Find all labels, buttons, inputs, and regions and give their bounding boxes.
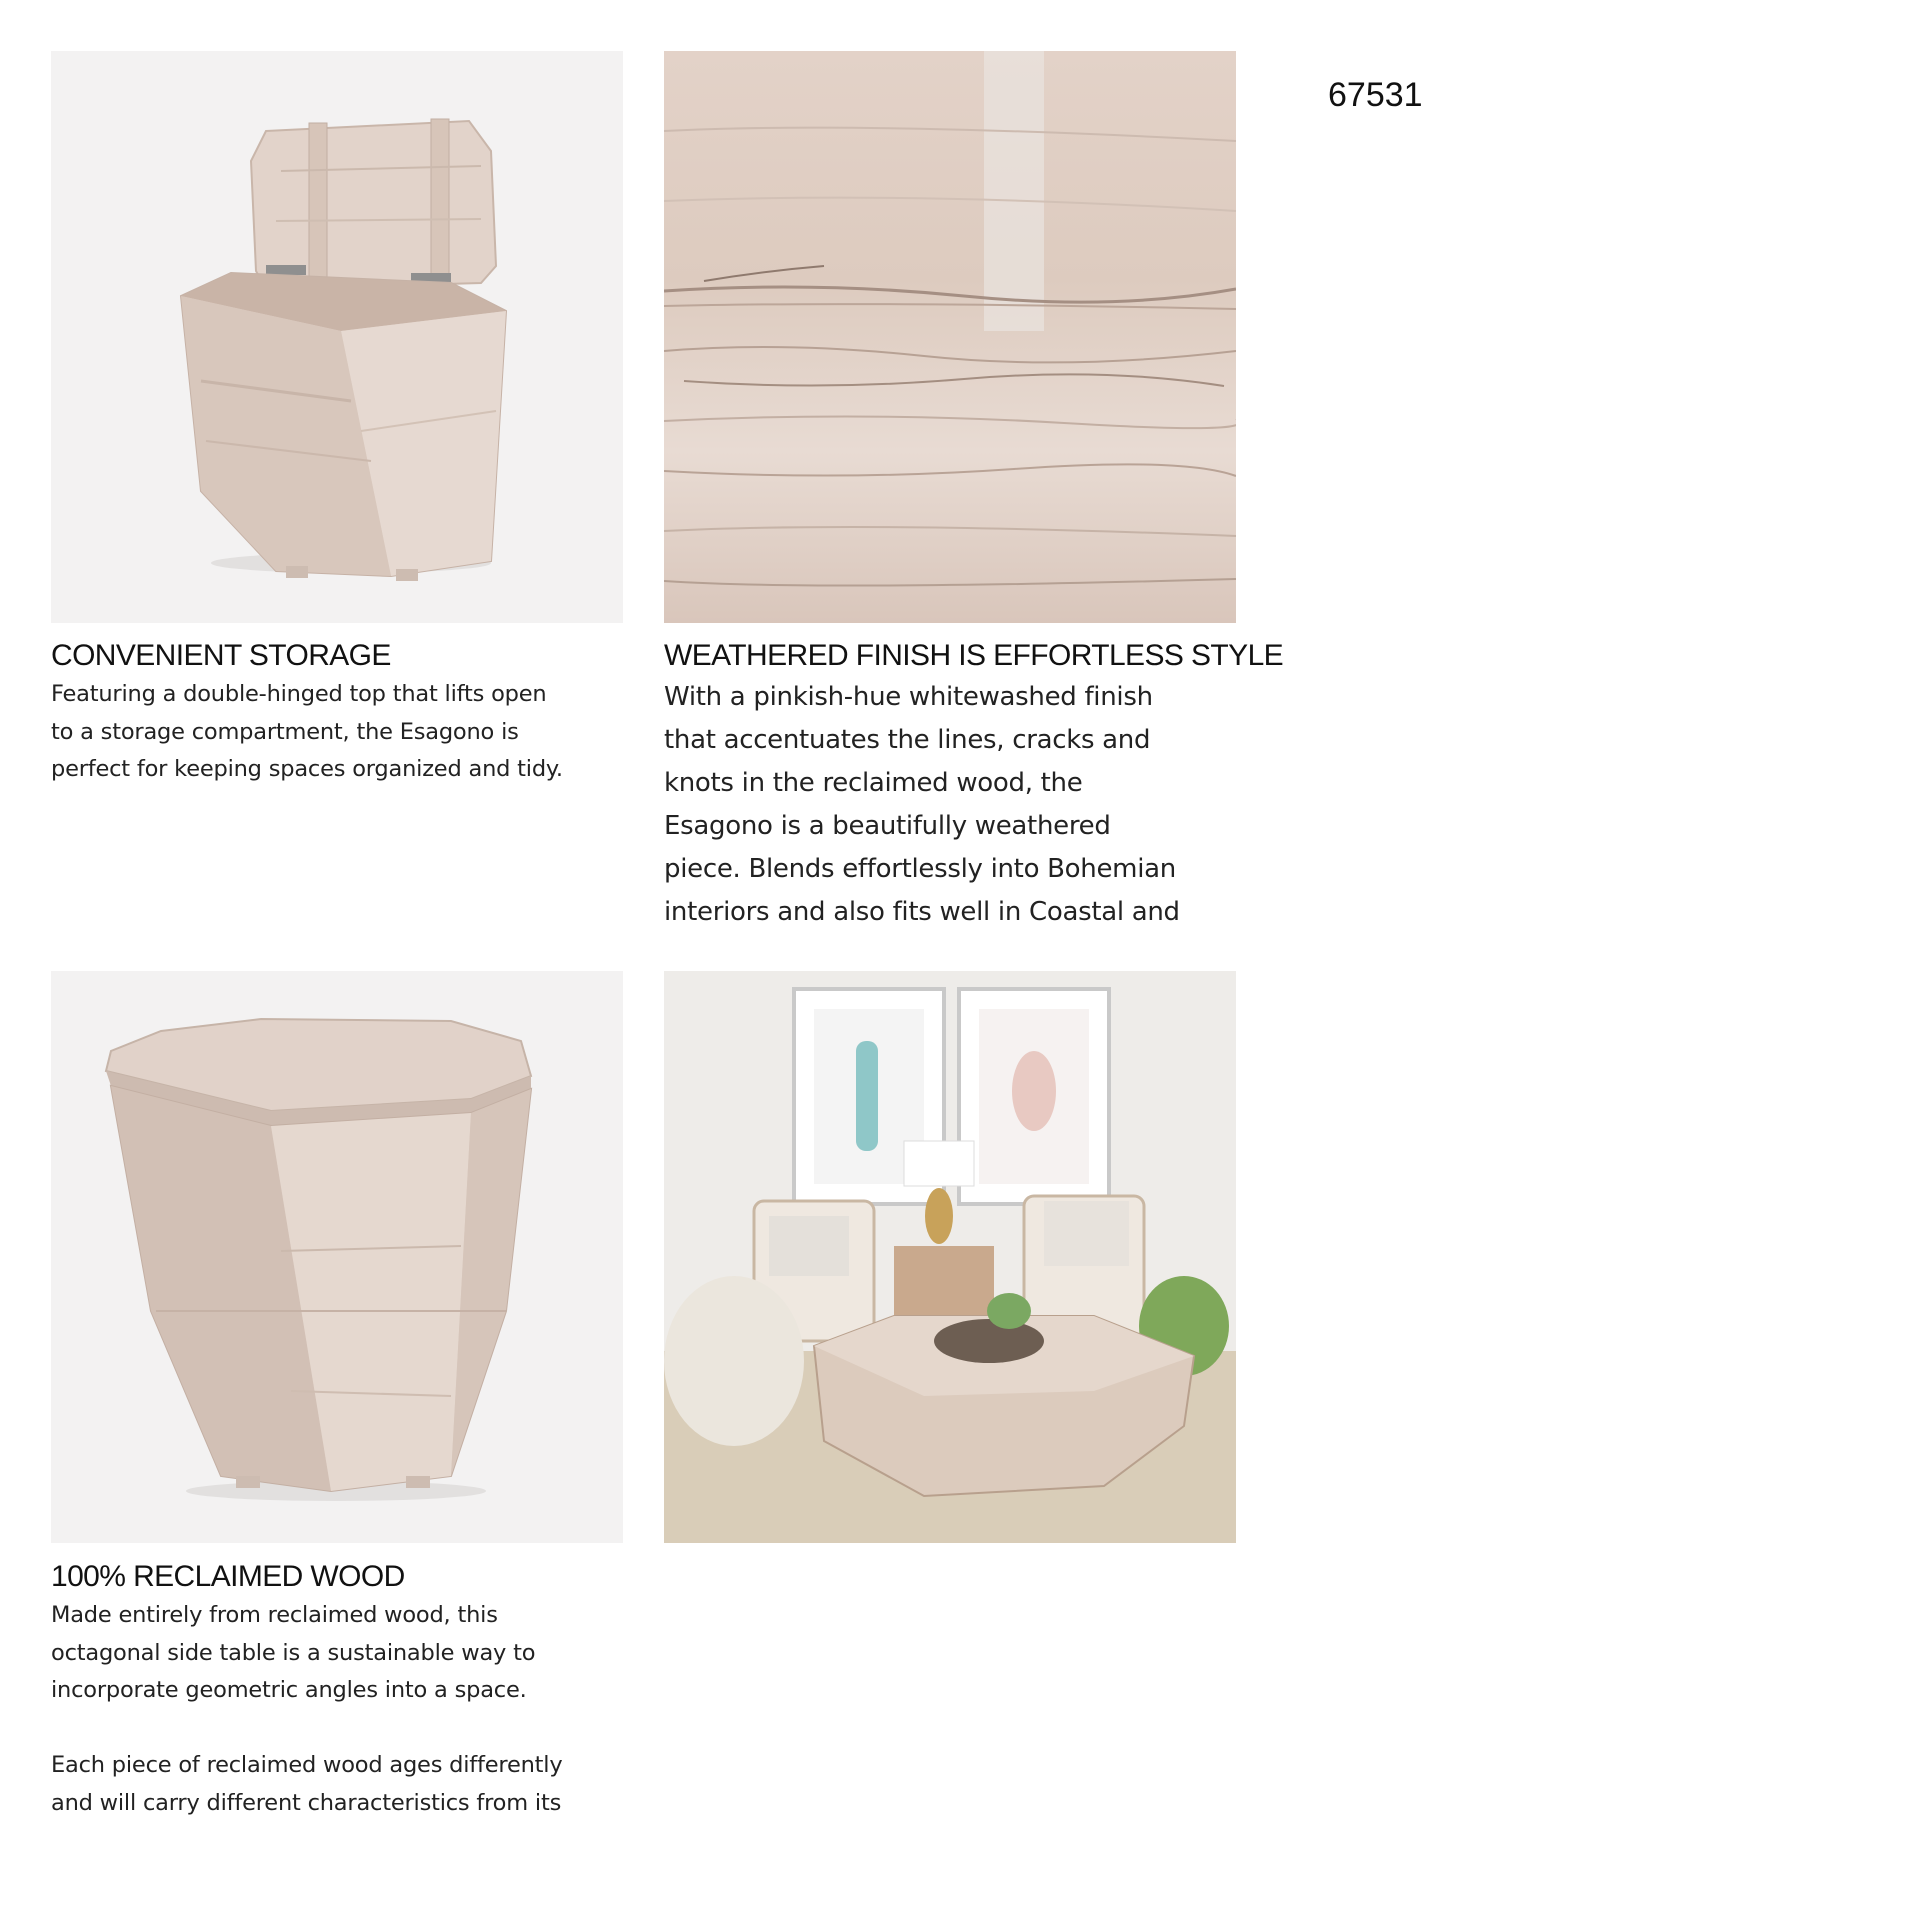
open-table-illustration — [51, 51, 623, 623]
section-heading: CONVENIENT STORAGE — [51, 639, 391, 672]
open-storage-table-photo — [51, 51, 623, 623]
closed-table-illustration — [51, 971, 623, 1543]
product-sku: 67531 — [1328, 76, 1423, 114]
section-body: Made entirely from reclaimed wood, this octagonal side table is a sustainable way to incorporate geometric angles into a space. Each piece of reclaimed wood ages differently and will carry different characteristics from its — [51, 1602, 563, 1816]
section-body: Featuring a double-hinged top that lifts open to a storage compartment, the Esagono is perfect for keeping spaces organized and tidy. — [51, 681, 563, 782]
section-heading: WEATHERED FINISH IS EFFORTLESS STYLE — [664, 639, 1284, 672]
closed-side-table-photo — [51, 971, 623, 1543]
wood-texture-photo — [664, 51, 1236, 623]
section-heading: 100% RECLAIMED WOOD — [51, 1560, 405, 1593]
wood-texture-illustration — [664, 51, 1236, 623]
living-room-illustration — [664, 971, 1236, 1543]
living-room-photo — [664, 971, 1236, 1543]
section-body: With a pinkish-hue whitewashed finish that accentuates the lines, cracks and knots in the reclaimed wood, the Esagono is a beautifully weathered piece. Blends effortlessly into Bohemian interiors and also fits well in Coastal and — [664, 682, 1180, 927]
